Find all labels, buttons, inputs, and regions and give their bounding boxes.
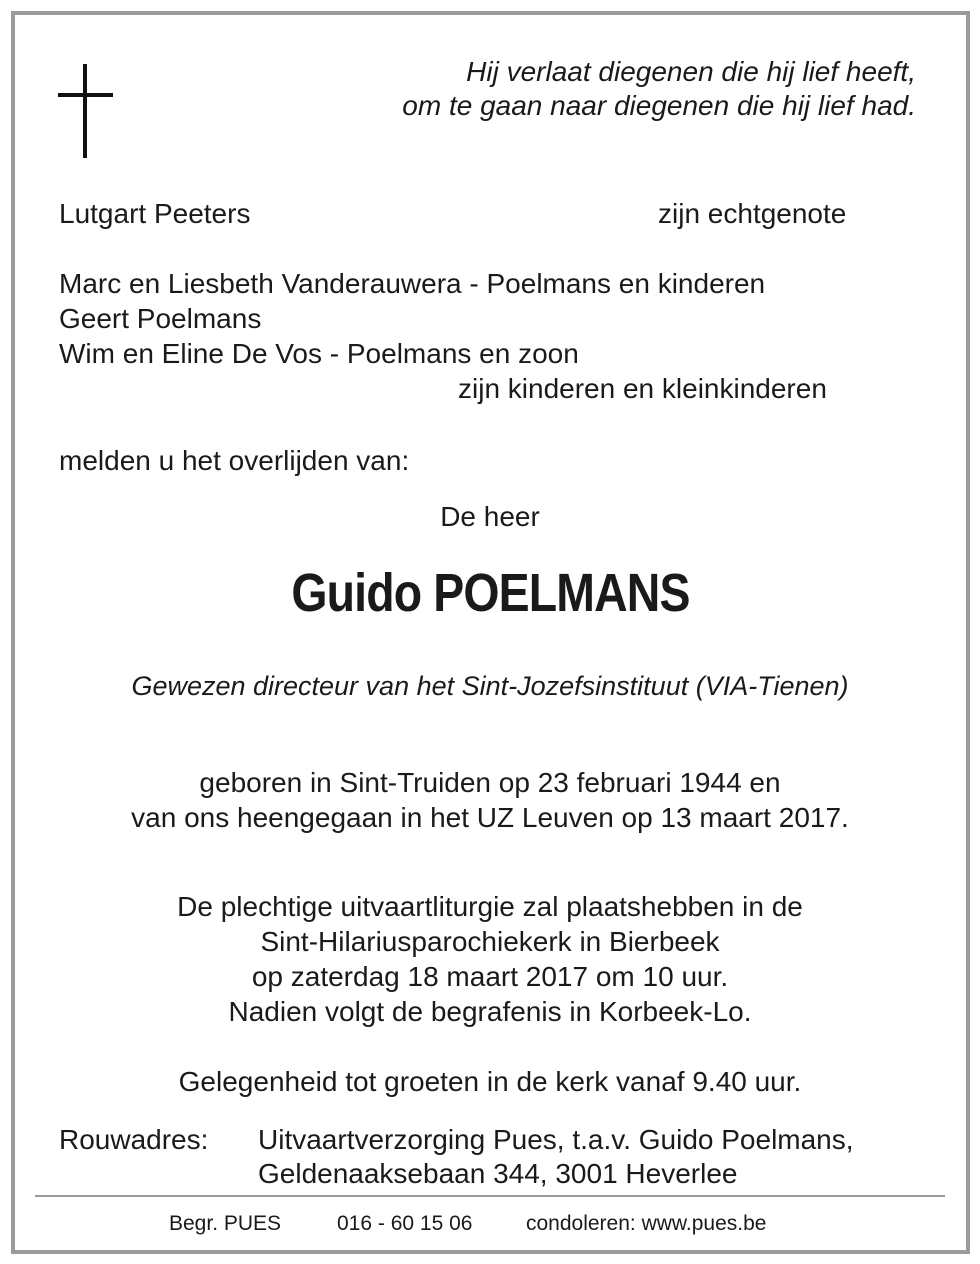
spouse-name: Lutgart Peeters xyxy=(59,198,251,229)
funeral-line-4: Nadien volgt de begrafenis in Korbeek-Lo. xyxy=(228,996,752,1027)
quote-line-2: om te gaan naar diegenen die hij lief had. xyxy=(402,90,916,121)
cross-icon xyxy=(83,64,87,158)
footer-phone: 016 - 60 15 06 xyxy=(337,1212,473,1235)
deceased-name-wrap xyxy=(0,558,980,642)
deceased-name: Guido POELMANS xyxy=(290,563,690,623)
address-label: Rouwadres: xyxy=(59,1124,209,1155)
footer-undertaker: Begr. PUES xyxy=(169,1212,282,1235)
announcement: melden u het overlijden van: xyxy=(59,445,410,476)
birth-line: geboren in Sint-Truiden op 23 februari 1944 en xyxy=(199,767,781,798)
funeral-line-3: op zaterdag 18 maart 2017 om 10 uur. xyxy=(251,961,729,992)
quote-line-1: Hij verlaat diegenen die hij lief heeft, xyxy=(466,56,916,87)
address-line-2: Geldenaaksebaan 344, 3001 Heverlee xyxy=(258,1158,738,1189)
funeral-line-2: Sint-Hilariusparochiekerk in Bierbeek xyxy=(260,926,720,957)
address-line-1: Uitvaartverzorging Pues, t.a.v. Guido Poelmans, xyxy=(258,1124,854,1155)
spouse-relation: zijn echtgenote xyxy=(658,198,847,229)
footer-divider xyxy=(35,1195,945,1197)
death-line: van ons heengegaan in het UZ Leuven op 13 maart 2017. xyxy=(131,802,849,833)
child-line-3: Wim en Eline De Vos - Poelmans en zoon xyxy=(59,338,579,369)
funeral-line-1: De plechtige uitvaartliturgie zal plaatshebben in de xyxy=(177,891,803,922)
deceased-subtitle: Gewezen directeur van het Sint-Jozefsinstituut (VIA-Tienen) xyxy=(131,671,849,701)
memorial-quote xyxy=(402,55,916,123)
footer-condolences: condoleren: www.pues.be xyxy=(526,1212,767,1235)
deceased-title: De heer xyxy=(440,501,540,532)
child-line-2: Geert Poelmans xyxy=(59,303,262,334)
visitation: Gelegenheid tot groeten in de kerk vanaf 9.40 uur. xyxy=(178,1066,802,1097)
child-line-1: Marc en Liesbeth Vanderauwera - Poelmans en kinderen xyxy=(59,268,766,299)
children-relation: zijn kinderen en kleinkinderen xyxy=(458,373,827,404)
cross-icon-bar xyxy=(58,93,113,97)
